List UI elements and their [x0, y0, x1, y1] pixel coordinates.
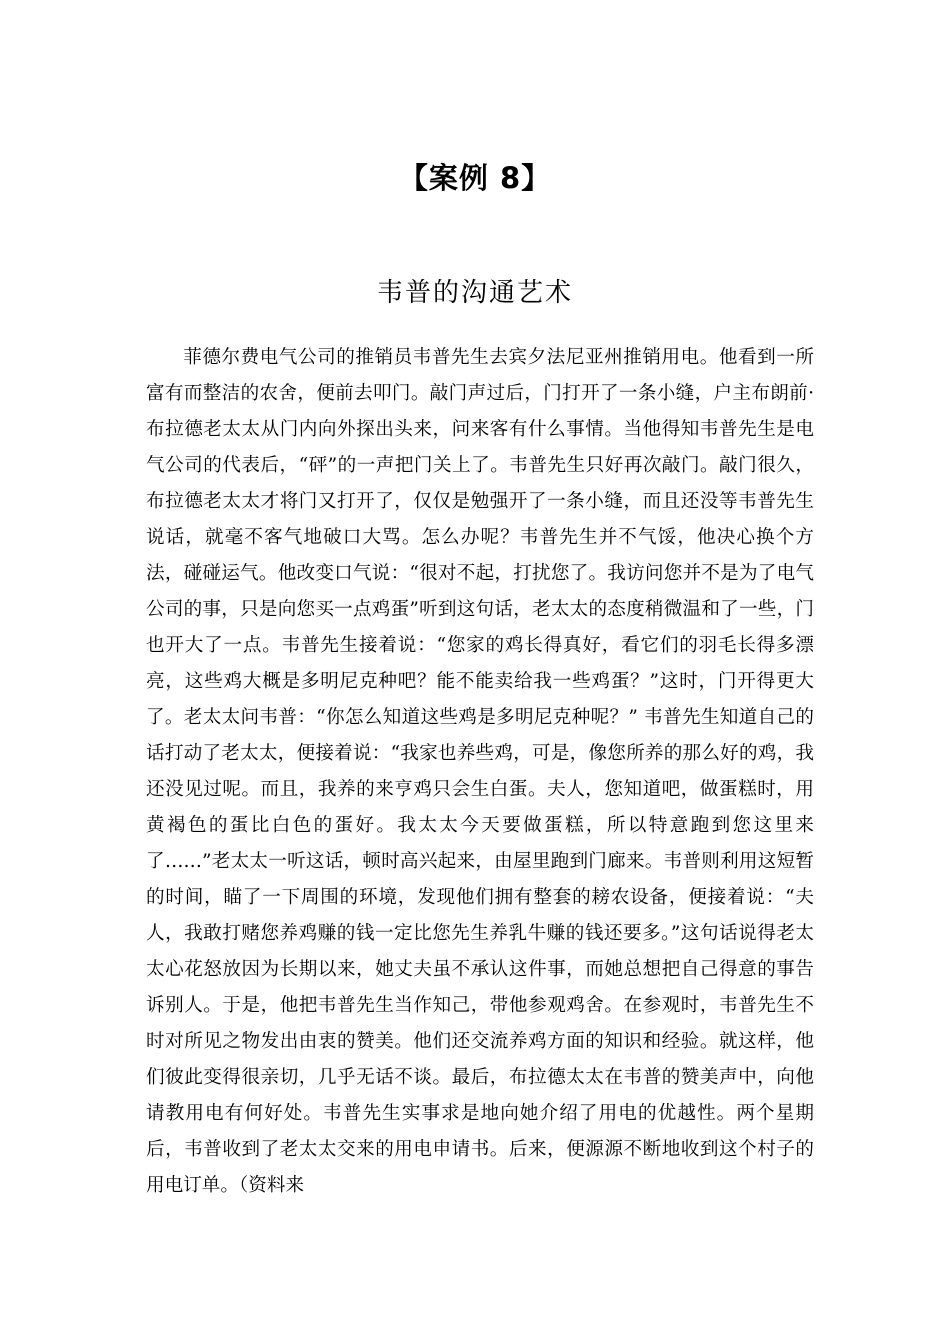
- article-title: 韦普的沟通艺术: [376, 278, 573, 308]
- article-body-paragraph: 菲德尔费电气公司的推销员韦普先生去宾夕法尼亚州推销用电。他看到一所富有而整洁的农舍，便前去叩门。敲门声过后，门打开了一条小缝，户主布朗前·布拉德老太太从门内向外探出头来，问来客有什么事情。当他得知韦普先生是电气公司的代表后，“砰”的一声把门关上了。韦普先生只好再次敲门。敲门很久，布拉德老太太才将门又打开了，仅仅是勉强开了一条小缝，而且还没等韦普先生说话，就毫不客气地破口大骂。怎么办呢？韦普先生并不气馁，他决心换个方法，碰碰运气。他改变口气说：“很对不起，打扰您了。我访问您并不是为了电气公司的事，只是向您买一点鸡蛋”听到这句话，老太太的态度稍微温和了一些，门也开大了一点。韦普先生接着说：“您家的鸡长得真好，看它们的羽毛长得多漂亮，这些鸡大概是多明尼克种吧？能不能卖给我一些鸡蛋？”这时，门开得更大了。老太太问韦普：“你怎么知道这些鸡是多明尼克种呢？” 韦普先生知道自己的话打动了老太太，便接着说：“我家也养些鸡，可是，像您所养的那么好的鸡，我还没见过呢。而且，我养的来亨鸡只会生白蛋。夫人，您知道吧，做蛋糕时，用黄褐色的蛋比白色的蛋好。我太太今天要做蛋糕，所以特意跑到您这里来了……”老太太一听这话，顿时高兴起来，由屋里跑到门廊来。韦普则利用这短暂的时间，瞄了一下周围的环境，发现他们拥有整套的耪农设备，便接着说：“夫人，我敢打赌您养鸡赚的钱一定比您先生养乳牛赚的钱还要多。”这句话说得老太太心花怒放因为长期以来，她丈夫虽不承认这件事，而她总想把自己得意的事告诉别人。于是，他把韦普先生当作知己，带他参观鸡舍。在参观时，韦普先生不时对所见之物发出由衷的赞美。他们还交流养鸡方面的知识和经验。就这样，他们彼此变得很亲切，几乎无话不谈。最后，布拉德太太在韦普的赞美声中，向他请教用电有何好处。韦普先生实事求是地向她介绍了用电的优越性。两个星期后，韦普收到了老太太交来的用电申请书。后来，便源源不断地收到这个村子的用电订单。（资料来: [146, 347, 814, 1196]
- case-number-heading: 【案例 8】: [398, 161, 552, 195]
